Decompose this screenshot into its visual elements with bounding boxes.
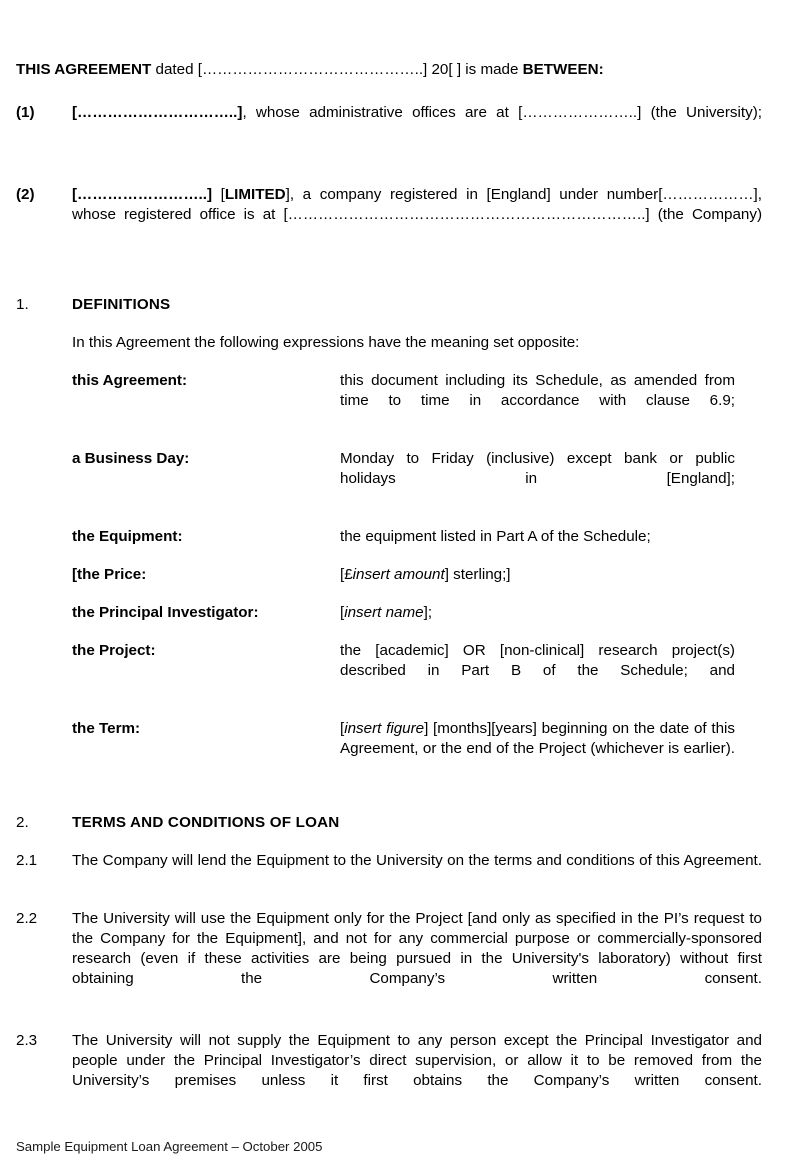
definition-value: the [academic] OR [non-clinical] research project(s) described in Part B of the Schedule; and bbox=[340, 642, 735, 679]
spacer-parties bbox=[16, 163, 762, 185]
section-title-2: TERMS AND CONDITIONS OF LOAN bbox=[72, 814, 340, 831]
spacer-definition bbox=[16, 509, 762, 527]
party-text-after-name-1: , whose administrative offices are at bbox=[242, 104, 519, 121]
clause-text: The University will not supply the Equipment to any person except the Principal Investigator and people under the Principal Investigator’s direct supervision, or allow it to be removed from the University’s premises unless it first obtains the Company’s written consent. bbox=[72, 1032, 762, 1089]
definition-row bbox=[16, 603, 762, 623]
definition-value: Monday to Friday (inclusive) except bank or public holidays in [England]; bbox=[340, 450, 735, 487]
party-text-2 bbox=[72, 185, 762, 245]
definition-term: the Principal Investigator: bbox=[72, 604, 259, 621]
party-row-2 bbox=[16, 185, 762, 245]
definition-term: the Project: bbox=[72, 642, 156, 659]
agreement-lead-label: THIS AGREEMENT bbox=[16, 61, 152, 78]
party-text-tail-1: (the University); bbox=[641, 104, 762, 121]
party-text-tail-2: (the Company) bbox=[649, 206, 762, 223]
party-text-mid-2: ], a company registered in [England] under number bbox=[285, 186, 659, 203]
spacer-definition bbox=[16, 547, 762, 565]
clause-number: 2.1 bbox=[16, 852, 38, 869]
agreement-year-blank: 20[ ] is made bbox=[427, 61, 523, 78]
spacer-before-definitions bbox=[16, 353, 762, 371]
party-address-blank-1: […………………..] bbox=[518, 104, 642, 121]
definition-value-prefix: [ bbox=[340, 604, 345, 621]
party-name-blank-2: [……………………..] bbox=[72, 186, 213, 203]
definition-value-placeholder: insert figure bbox=[344, 720, 425, 737]
definition-value-placeholder: insert amount bbox=[352, 566, 445, 583]
section-heading-1 bbox=[16, 295, 762, 315]
party-name-blank-1: […………………………..] bbox=[72, 104, 243, 121]
clause-text: The Company will lend the Equipment to the University on the terms and conditions of this Agreement. bbox=[72, 852, 762, 869]
definition-row bbox=[16, 449, 762, 509]
definition-value: this document including its Schedule, as amended from time to time in accordance with clause 6.9; bbox=[340, 372, 735, 409]
definition-row bbox=[16, 527, 762, 547]
section-heading-2 bbox=[16, 813, 762, 833]
definition-value bbox=[340, 565, 735, 585]
spacer-clause bbox=[16, 1009, 762, 1031]
definition-term: the Equipment: bbox=[72, 528, 183, 545]
spacer-before-section-2 bbox=[16, 779, 762, 813]
definition-term: this Agreement: bbox=[72, 372, 188, 389]
clause-row bbox=[16, 909, 762, 1009]
spacer-definition bbox=[16, 585, 762, 603]
definition-value: the equipment listed in Part A of the Schedule; bbox=[340, 528, 651, 545]
spacer-before-section-1 bbox=[16, 265, 762, 295]
definition-value bbox=[340, 719, 735, 779]
definition-row bbox=[16, 565, 762, 585]
spacer-clause bbox=[16, 891, 762, 909]
definition-value-prefix: [£ bbox=[340, 566, 353, 583]
agreement-dated-word: dated bbox=[151, 61, 198, 78]
party-number-1: (1) bbox=[16, 104, 35, 121]
section-title-1: DEFINITIONS bbox=[72, 296, 171, 313]
clause-number: 2.2 bbox=[16, 910, 38, 927]
definitions-lead-in: In this Agreement the following expressions have the meaning set opposite: bbox=[72, 334, 580, 351]
agreement-date-blank: [……………………………………..] bbox=[197, 61, 428, 78]
document-body bbox=[16, 60, 762, 1111]
definition-row bbox=[16, 641, 762, 701]
definition-value-suffix: ] sterling;] bbox=[444, 566, 511, 583]
clause-number: 2.3 bbox=[16, 1032, 38, 1049]
section-number-2: 2. bbox=[16, 814, 29, 831]
page-footer: Sample Equipment Loan Agreement – October 2005 bbox=[16, 1139, 323, 1154]
definition-term: the Term: bbox=[72, 720, 141, 737]
definition-value-suffix: ]; bbox=[423, 604, 433, 621]
party-text-1 bbox=[72, 103, 762, 143]
section-number-1: 1. bbox=[16, 296, 29, 313]
definition-value-placeholder: insert name bbox=[344, 604, 424, 621]
spacer-definition bbox=[16, 431, 762, 449]
party-open-bracket-2: [ bbox=[212, 186, 225, 203]
party-office-blank-2: [……………………………………………………………..] bbox=[283, 206, 650, 223]
clause-row bbox=[16, 851, 762, 891]
definition-value bbox=[340, 603, 735, 623]
clause-row bbox=[16, 1031, 762, 1111]
party-row-1 bbox=[16, 103, 762, 143]
clause-text: The University will use the Equipment only for the Project [and only as specified in the PI’s request to the Company for the Equipment], and not for any commercial purpose or commercially-sponsored research (even if these activities are being pursued in the University's laboratory) without first obtaining the Company’s written consent. bbox=[72, 910, 762, 987]
definition-row bbox=[16, 719, 762, 779]
definition-value-prefix: [ bbox=[340, 720, 345, 737]
agreement-between-label: BETWEEN: bbox=[522, 61, 604, 78]
agreement-intro-line bbox=[16, 60, 762, 80]
party-limited-label-2: LIMITED bbox=[224, 186, 286, 203]
definition-term: a Business Day: bbox=[72, 450, 190, 467]
spacer-after-heading-1 bbox=[16, 315, 762, 333]
party-text-mid2-2: whose registered office is at bbox=[72, 206, 284, 223]
party-number-2: (2) bbox=[16, 186, 35, 203]
definition-row bbox=[16, 371, 762, 431]
definition-term: [the Price: bbox=[72, 566, 147, 583]
spacer-definition bbox=[16, 623, 762, 641]
spacer-definition bbox=[16, 701, 762, 719]
definition-value-suffix: ] [months][years] beginning on the date of this Agreement, or the end of the Project (whichever is earlier). bbox=[340, 720, 735, 757]
party-company-number-blank-2: [………………], bbox=[658, 186, 762, 203]
spacer-after-heading-2 bbox=[16, 833, 762, 851]
